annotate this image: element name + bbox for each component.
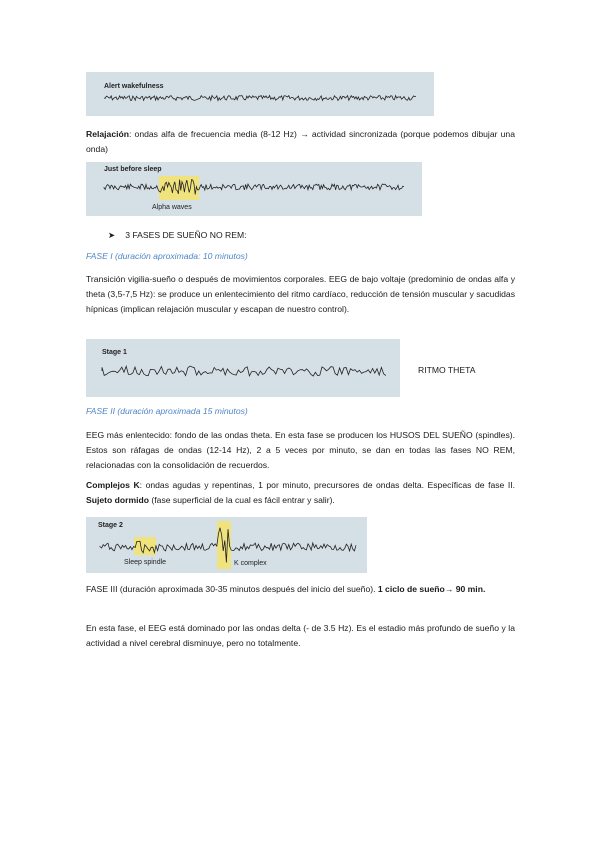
paragraph-complejos-k: Complejos K: ondas agudas y repentinas, 1 por minuto, precursores de ondas delta. Específicas de fase II. Sujeto dormido (fase superficial de la cual es fácil entrar y salir). (86, 480, 515, 505)
bullet-item: ➤ 3 FASES DE SUEÑO NO REM: (108, 230, 247, 240)
arrow-bullet-icon: ➤ (108, 230, 116, 240)
eeg-stage-1-figure (86, 339, 400, 397)
paragraph-relajacion: Relajación: ondas alfa de frecuencia media (8-12 Hz) → actividad sincronizada (porque podemos dibujar una onda) (86, 129, 515, 154)
paragraph-fase-2: EEG más enlentecido: fondo de las ondas theta. En esta fase se producen los HUSOS DEL SUEÑO (spindles). Estos son ráfagas de ondas (12-14 Hz), 2 a 5 veces por minuto, se dan en todas las fases NO REM, relacionadas con la consolidación de recuerdos. (86, 430, 515, 470)
eeg-stage-2-figure (86, 517, 367, 573)
paragraph-fase-3: FASE III (duración aproximada 30-35 minutos después del inicio del sueño). 1 ciclo de sueño→ 90 min. (86, 584, 486, 594)
eeg-alert-wakefulness-figure (86, 72, 434, 116)
eeg-trace (104, 180, 404, 195)
eeg-trace (102, 366, 386, 376)
heading-fase-1: FASE I (duración aproximada: 10 minutos) (86, 251, 248, 261)
paragraph-fase-1: Transición vigilia-sueño o después de movimientos corporales. EEG de bajo voltaje (predominio de ondas alfa y theta (3,5-7,5 Hz): se produce un enlentecimiento del ritmo cardíaco, reducción de tensión muscular y sacudidas hípnicas (implican relajación muscular y escapan de nuestro control). (86, 274, 515, 314)
eeg-before-sleep-figure (86, 162, 422, 216)
sleep-spindle-label: Sleep spindle (124, 559, 167, 566)
k-complex-label: K complex (234, 560, 267, 567)
alpha-waves-label: Alpha waves (152, 204, 192, 211)
eeg-label: Stage 1 (102, 349, 127, 356)
eeg-trace (104, 96, 416, 101)
eeg-label: Just before sleep (104, 166, 162, 173)
heading-fase-2: FASE II (duración aproximada 15 minutos) (86, 406, 248, 416)
eeg-label: Alert wakefulness (104, 83, 164, 90)
ritmo-theta-label: RITMO THETA (418, 365, 476, 375)
paragraph-fase-3-body: En esta fase, el EEG está dominado por las ondas delta (- de 3.5 Hz). Es el estadio más profundo de sueño y la actividad a nivel cerebral disminuye, pero no totalmente. (86, 623, 515, 648)
eeg-label: Stage 2 (98, 522, 123, 529)
eeg-trace (100, 528, 356, 563)
